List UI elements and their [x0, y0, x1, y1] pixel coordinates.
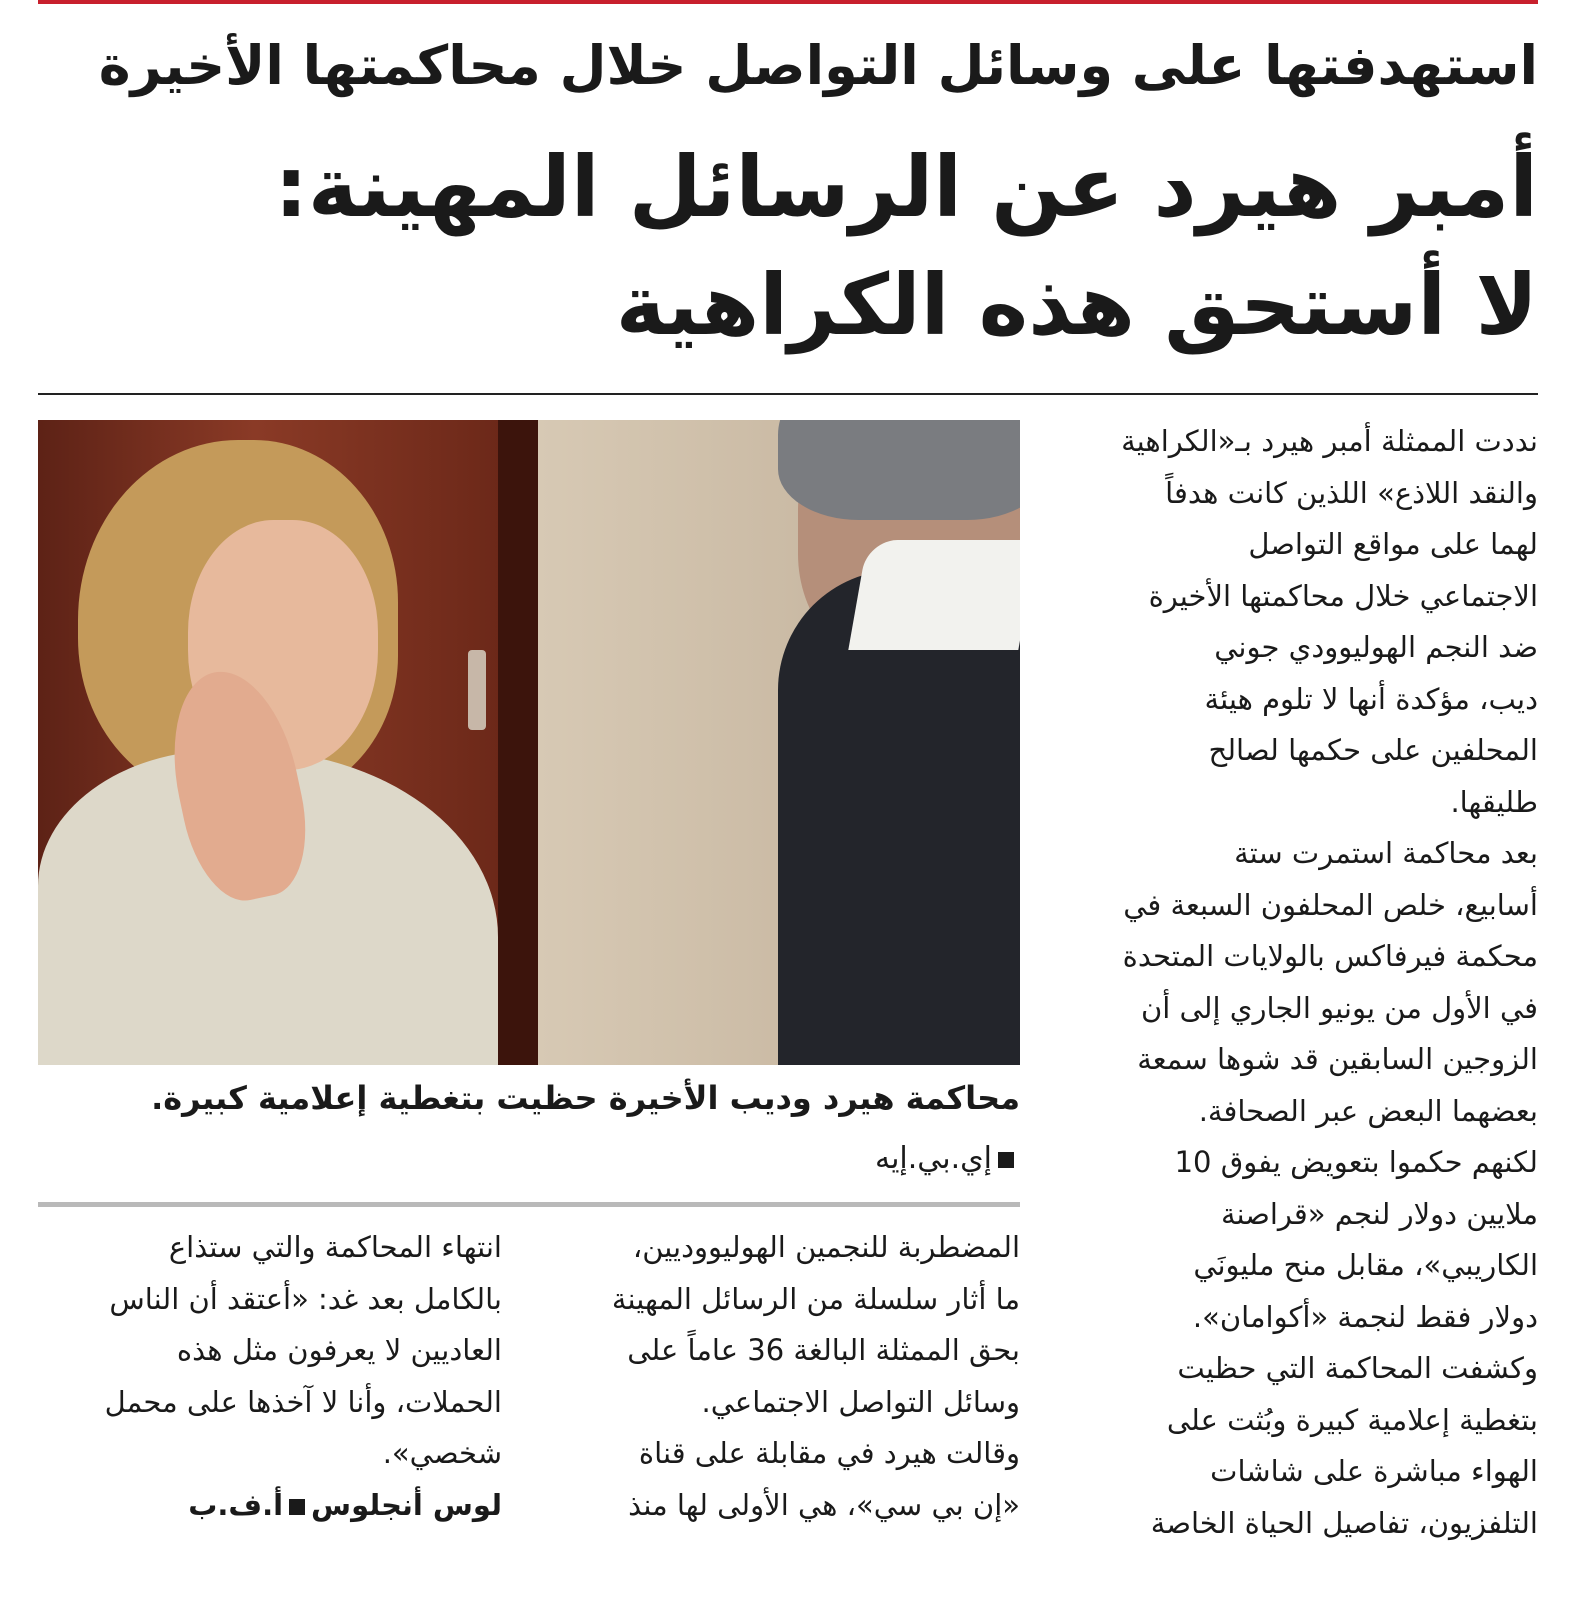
top-accent-rule: [38, 0, 1538, 4]
photo-man-hair: [778, 420, 1020, 520]
body-line: انتهاء المحاكمة والتي ستذاع: [168, 1230, 502, 1264]
square-bullet-icon: [998, 1152, 1014, 1168]
body-line: وكشفت المحاكمة التي حظيت: [1177, 1351, 1538, 1385]
photo-caption: محاكمة هيرد وديب الأخيرة حظيت بتغطية إعلامية كبيرة.: [151, 1079, 1020, 1117]
article-column-left: [38, 1222, 502, 1531]
body-line: لهما على مواقع التواصل: [1248, 527, 1538, 561]
body-line: بحق الممثلة البالغة 36 عاماً على: [627, 1333, 1020, 1367]
body-line: بعد محاكمة استمرت ستة: [1234, 836, 1538, 870]
body-line: طليقها.: [1450, 784, 1538, 819]
kicker-subheadline: استهدفتها على وسائل التواصل خلال محاكمتها الأخيرة: [98, 34, 1538, 97]
photo-door-handle: [468, 650, 486, 730]
body-line: ملايين دولار لنجم «قراصنة: [1220, 1196, 1538, 1231]
body-line: الكاريبي»، مقابل منح مليونَي: [1193, 1248, 1538, 1282]
headline: [38, 128, 1538, 364]
dateline-agency: أ.ف.ب: [188, 1487, 284, 1522]
body-line: المضطربة للنجمين الهوليووديين،: [632, 1230, 1020, 1264]
body-line: في الأول من يونيو الجاري إلى أن: [1140, 990, 1538, 1025]
article-column-middle: [556, 1222, 1020, 1531]
headline-line-1: أمبر هيرد عن الرسائل المهينة:: [274, 138, 1538, 236]
body-line: ما أثار سلسلة من الرسائل المهينة: [611, 1281, 1020, 1316]
article-column-right: [1078, 416, 1538, 1549]
body-line: الاجتماعي خلال محاكمتها الأخيرة: [1148, 578, 1538, 613]
headline-divider: [38, 393, 1538, 395]
body-line: بتغطية إعلامية كبيرة وبُثت على: [1166, 1402, 1538, 1437]
square-bullet-icon: [289, 1499, 305, 1515]
photo-credit: [38, 1134, 1020, 1184]
headline-line-2: لا أستحق هذه الكراهية: [615, 256, 1538, 354]
body-line: المحلفين على حكمها لصالح: [1208, 733, 1538, 767]
body-line: والنقد اللاذع» اللذين كانت هدفاً: [1165, 475, 1538, 510]
body-line: لكنهم حكموا بتعويض يفوق 10: [1174, 1145, 1538, 1179]
body-line: ضد النجم الهوليوودي جوني: [1214, 630, 1538, 664]
body-line: بعضهما البعض عبر الصحافة.: [1198, 1093, 1538, 1128]
body-line: الهواء مباشرة على شاشات: [1210, 1454, 1538, 1488]
body-line: نددت الممثلة أمبر هيرد بـ«الكراهية: [1121, 424, 1538, 458]
article-photo: [38, 420, 1020, 1065]
body-line: العاديين لا يعرفون مثل هذه: [176, 1333, 502, 1367]
body-line: التلفزيون، تفاصيل الحياة الخاصة: [1150, 1505, 1538, 1540]
dateline: [38, 1480, 502, 1532]
photo-man-collar: [848, 540, 1020, 650]
body-line: وسائل التواصل الاجتماعي.: [701, 1384, 1020, 1419]
dateline-place: لوس أنجلوس: [311, 1487, 502, 1522]
photo-door-frame: [498, 420, 538, 1065]
body-line: وقالت هيرد في مقابلة على قناة: [638, 1436, 1020, 1470]
section-divider: [38, 1202, 1020, 1207]
body-line: الحملات، وأنا لا آخذها على محمل: [104, 1384, 502, 1419]
body-line: أسابيع، خلص المحلفون السبعة في: [1123, 887, 1538, 922]
body-line: محكمة فيرفاكس بالولايات المتحدة: [1122, 939, 1538, 973]
photo-credit-text: إي.بي.إيه: [874, 1141, 992, 1176]
body-line: شخصي».: [382, 1436, 502, 1470]
body-line: «إن بي سي»، هي الأولى لها منذ: [628, 1487, 1020, 1522]
body-line: الزوجين السابقين قد شوها سمعة: [1137, 1042, 1538, 1076]
body-line: دولار فقط لنجمة «أكوامان».: [1192, 1299, 1538, 1334]
body-line: بالكامل بعد غد: «أعتقد أن الناس: [109, 1281, 502, 1316]
body-line: ديب، مؤكدة أنها لا تلوم هيئة: [1204, 681, 1538, 716]
